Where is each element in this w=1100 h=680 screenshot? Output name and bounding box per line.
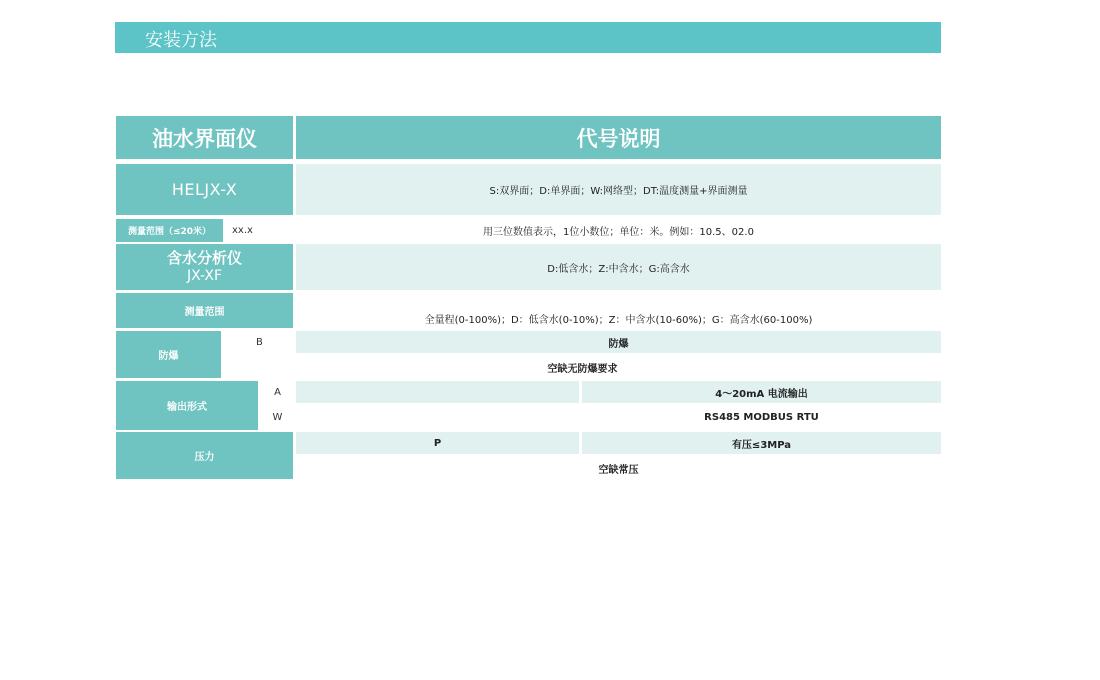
pressure-none-description: 空缺常压 xyxy=(296,456,941,480)
pressure-p-description: 有压≤3MPa xyxy=(582,432,941,454)
pressure-label: 压力 xyxy=(116,432,293,479)
explosion-code: B xyxy=(224,331,294,353)
section-banner xyxy=(115,22,941,53)
range-label-20m: 测量范围（≤20米） xyxy=(116,219,223,242)
range-description: 用三位数值表示，1位小数位；单位：米。例如：10.5、02.0 xyxy=(296,219,941,242)
output-label: 输出形式 xyxy=(116,381,258,430)
output-a-code: A xyxy=(261,381,294,403)
output-w-code: W xyxy=(261,405,294,430)
explosion-b-description: 防爆 xyxy=(296,331,941,353)
heljx-model-label: HELJX-X xyxy=(116,164,293,215)
explosion-none-description: 空缺无防爆要求 xyxy=(224,355,941,379)
jxf-description: D:低含水；Z:中含水；G:高含水 xyxy=(296,244,941,290)
heljx-description: S:双界面；D:单界面；W:网络型；DT:温度测量+界面测量 xyxy=(296,164,941,215)
range-label: 测量范围 xyxy=(116,293,293,328)
explosion-label: 防爆 xyxy=(116,331,221,378)
header-code-description: 代号说明 xyxy=(296,116,941,159)
pressure-code: P xyxy=(296,432,579,454)
output-a-empty xyxy=(296,381,579,403)
output-w-description: RS485 MODBUS RTU xyxy=(582,405,941,430)
range-water-description: 全量程(0-100%)；D：低含水(0-10%)；Z：中含水(10-60%)；G：高含水(60-100%) xyxy=(296,293,941,328)
section-title: 安装方法 xyxy=(145,30,217,51)
header-product: 油水界面仪 xyxy=(116,116,293,159)
jxf-name: 含水分析仪 xyxy=(166,249,242,267)
jxf-model: JX-XF xyxy=(186,268,223,284)
range-code: xx.x xyxy=(226,219,294,242)
jxf-label xyxy=(116,244,293,290)
output-a-description: 4～20mA 电流输出 xyxy=(582,381,941,403)
